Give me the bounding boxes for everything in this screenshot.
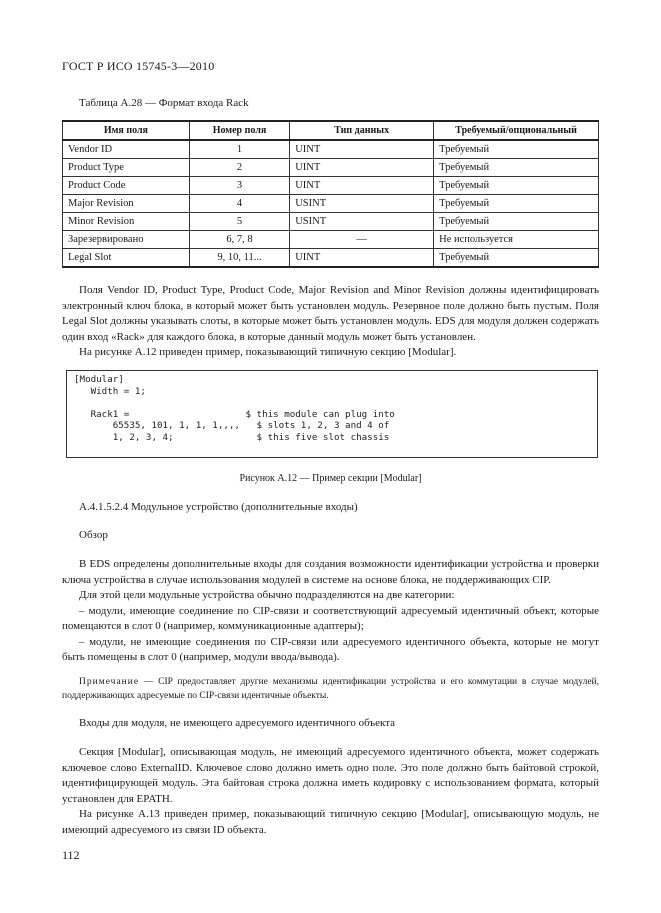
paragraph: Для этой цели модульные устройства обычно подразделяются на две категории: <box>79 589 455 601</box>
paragraph: Поля Vendor ID, Product Type, Product Code, Major Revision and Minor Revision должны идентифицировать электронный ключ блока, в который может быть установлен модуль. Резервное поле должно быть пустым. Поля Legal Slot должны указывать слоты, в которые может быть установлен модуль. EDS для модуля должен содержать один вход «Rack» для каждого блока, в которые данный модуль может быть установлен. <box>62 284 599 343</box>
body-text-block-2 <box>62 557 599 666</box>
table-cell: 6, 7, 8 <box>189 231 289 249</box>
table-cell: Vendor ID <box>63 140 190 159</box>
note-label: Примечание <box>79 677 140 687</box>
table-cell: Требуемый <box>434 177 599 195</box>
rack-format-table <box>62 120 599 268</box>
table-cell: Требуемый <box>434 195 599 213</box>
table-header-row <box>63 121 599 140</box>
column-header: Тип данных <box>290 121 434 140</box>
table-row <box>63 159 599 177</box>
table-row <box>63 213 599 231</box>
paragraph: На рисунке А.12 приведен пример, показывающий типичную секцию [Modular]. <box>79 346 457 358</box>
table-cell: 3 <box>189 177 289 195</box>
table-caption: Таблица А.28 — Формат входа Rack <box>79 97 249 109</box>
note-block <box>62 675 599 703</box>
figure-caption: Рисунок А.12 — Пример секции [Modular] <box>239 473 422 484</box>
table-cell: Minor Revision <box>63 213 190 231</box>
table-cell: Требуемый <box>434 159 599 177</box>
table-row <box>63 140 599 159</box>
table-cell: UINT <box>290 140 434 159</box>
list-item: – модули, не имеющие соединения по CIP-связи или адресуемого идентичного объекта, которые не могут быть помещены в слот 0 (например, модули ввода/вывода). <box>62 635 599 663</box>
table-cell: Требуемый <box>434 140 599 159</box>
table-cell: Требуемый <box>434 213 599 231</box>
column-header: Имя поля <box>63 121 190 140</box>
table-cell: Зарезервировано <box>63 231 190 249</box>
section-heading: А.4.1.5.2.4 Модульное устройство (дополнительные входы) <box>79 501 358 513</box>
note-text: — CIP предоставляет другие механизмы идентификации устройства и его коммутации в случае модулей, поддерживающих адресуемые по CIP-связи идентичные объекты. <box>62 677 599 701</box>
table-cell: UINT <box>290 249 434 268</box>
table-cell: 4 <box>189 195 289 213</box>
table-cell: USINT <box>290 213 434 231</box>
column-header: Требуемый/опциональный <box>434 121 599 140</box>
table-cell: Product Code <box>63 177 190 195</box>
table-cell: UINT <box>290 177 434 195</box>
table-row <box>63 249 599 268</box>
subsection-heading: Входы для модуля, не имеющего адресуемого идентичного объекта <box>79 717 396 729</box>
table-cell: — <box>290 231 434 249</box>
table-cell: 9, 10, 11... <box>189 249 289 268</box>
code-example-box <box>66 370 598 458</box>
table-cell: 1 <box>189 140 289 159</box>
table-cell: Product Type <box>63 159 190 177</box>
page-number: 112 <box>62 848 80 862</box>
paragraph: На рисунке А.13 приведен пример, показывающий типичную секцию [Modular], описывающую модуль, не имеющий адресуемого из связи ID объекта. <box>62 808 599 836</box>
paragraph: Секция [Modular], описывающая модуль, не имеющий адресуемого идентичного объекта, может содержать ключевое слово ExternalID. Ключевое слово должно иметь одно поле. Это поле должно быть байтовой строкой, идентифицирующей модуль. Эта байтовая строка должна иметь кодировку с использованием формата, который установлен для EPATH. <box>62 746 599 805</box>
table-cell: Major Revision <box>63 195 190 213</box>
body-text-block-1 <box>62 283 599 361</box>
table-cell: 5 <box>189 213 289 231</box>
code-listing: [Modular] Width = 1; Rack1 = $ this module can plug into 65535, 101, 1, 1, 1,,,, $ slots 1, 2, 3 and 4 of 1, 2, 3, 4; $ this five slot chassis <box>74 374 395 443</box>
paragraph: В EDS определены дополнительные входы для создания возможности идентификации устройства и проверки ключа устройства в случае использования модулей в системе на основе блока, не поддерживающих CIP. <box>62 558 599 586</box>
body-text-block-3 <box>62 745 599 838</box>
list-item: – модули, имеющие соединение по CIP-связи и соответствующий адресуемый идентичный объект, которые помещаются в слот 0 (например, коммуникационные адаптеры); <box>62 604 599 632</box>
table-cell: Legal Slot <box>63 249 190 268</box>
table-cell: Требуемый <box>434 249 599 268</box>
table-cell: UINT <box>290 159 434 177</box>
table-row <box>63 231 599 249</box>
overview-heading: Обзор <box>79 529 108 541</box>
column-header: Номер поля <box>189 121 289 140</box>
table-cell: 2 <box>189 159 289 177</box>
document-header: ГОСТ Р ИСО 15745-3—2010 <box>62 59 215 73</box>
table-cell: USINT <box>290 195 434 213</box>
table-row <box>63 195 599 213</box>
table-cell: Не используется <box>434 231 599 249</box>
table-row <box>63 177 599 195</box>
